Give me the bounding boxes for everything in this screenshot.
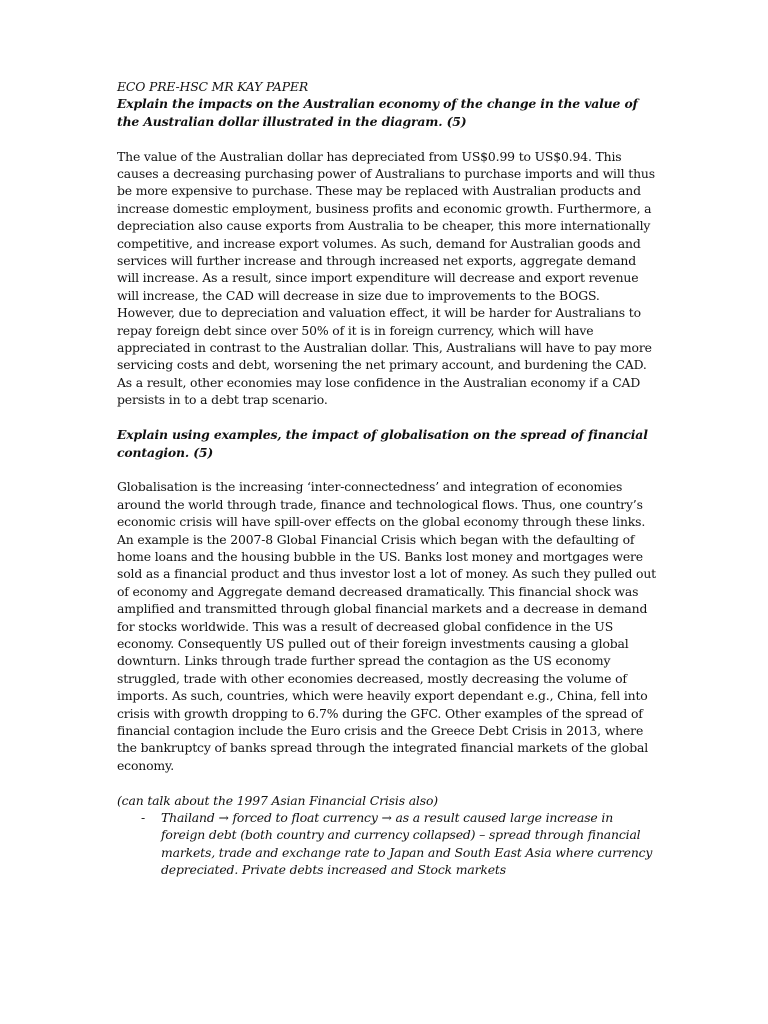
- bullet-text: Thailand → forced to float currency → as a result caused large increase in foreign debt (both country and currency collapsed) – spread through financial markets, trade and exchange rate to Japan and South East Asia where currency depreciated. Private debts increased and Stock markets: [161, 810, 653, 878]
- answer-2: Globalisation is the increasing ‘inter-connectedness’ and integration of economies around the world through trade, finance and technological flows. Thus, one country’s economic crisis will have spill-over effects on the global economy through these links. An example is the 2007-8 Global Financial Crisis which began with the defaulting of home loans and the housing bubble in the US. Banks lost money and mortgages were sold as a financial product and thus investor lost a lot of money. As such they pulled out of economy and Aggregate demand decreased dramatically. This financial shock was amplified and transmitted through global financial markets and a decrease in demand for stocks worldwide. This was a result of decreased global confidence in the US economy. Consequently US pulled out of their foreign investments causing a global downturn. Links through trade further spread the contagion as the US economy struggled, trade with other economies decreased, mostly decreasing the volume of imports. As such, countries, which were heavily export dependant e.g., China, fell into crisis with growth dropping to 6.7% during the GFC. Other examples of the spread of financial contagion include the Euro crisis and the Greece Debt Crisis in 2013, where the bankruptcy of banks spread through the integrated financial markets of the global economy.: [117, 479, 656, 773]
- side-note: (can talk about the 1997 Asian Financial Crisis also): [117, 792, 438, 808]
- bullet-marker: -: [141, 810, 146, 825]
- question-1: Explain the impacts on the Australian economy of the change in the value of the Australian dollar illustrated in the diagram. (5): [117, 96, 638, 129]
- document-page: [117, 78, 657, 879]
- spacer: [117, 774, 657, 791]
- answer-1: The value of the Australian dollar has depreciated from US$0.99 to US$0.94. This causes a decreasing purchasing power of Australians to purchase imports and will thus be more expensive to purchase. These may be replaced with Australian products and increase domestic employment, business profits and economic growth. Furthermore, a depreciation also cause exports from Australia to be cheaper, this more internationally competitive, and increase export volumes. As such, demand for Australian goods and services will further increase and through increased net exports, aggregate demand will increase. As a result, since import expenditure will decrease and export revenue will increase, the CAD will decrease in size due to improvements to the BOGS. However, due to depreciation and valuation effect, it will be harder for Australians to repay foreign debt since over 50% of it is in foreign currency, which will have appreciated in contrast to the Australian dollar. This, Australians will have to pay more servicing costs and debt, worsening the net primary account, and burdening the CAD. As a result, other economies may lose confidence in the Australian economy if a CAD persists in to a debt trap scenario.: [117, 148, 655, 408]
- spacer: [117, 409, 657, 426]
- bullet-item: [117, 809, 657, 879]
- question-2: Explain using examples, the impact of globalisation on the spread of financial contagion. (5): [117, 427, 648, 460]
- spacer: [117, 461, 657, 478]
- paper-title: ECO PRE-HSC MR KAY PAPER: [117, 79, 308, 94]
- spacer: [117, 130, 657, 147]
